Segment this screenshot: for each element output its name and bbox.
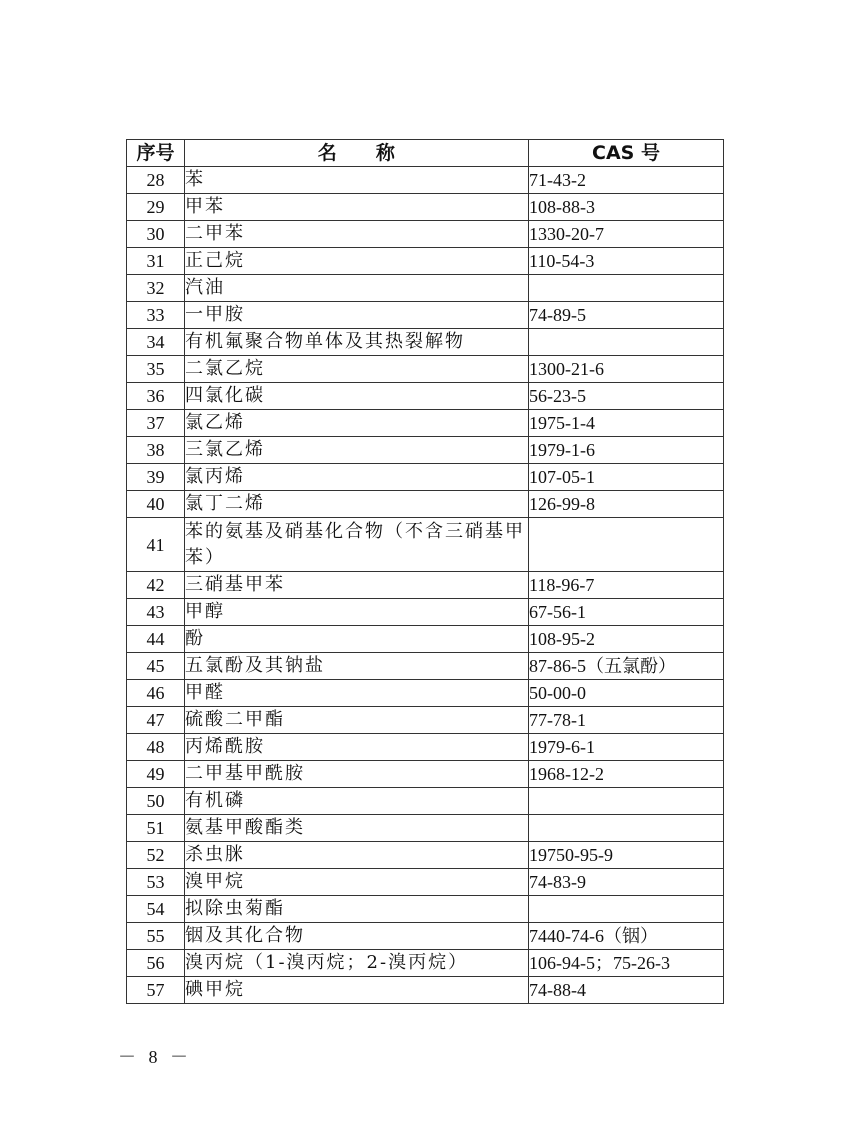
table-row [127,680,724,707]
cell-serial-number: 30 [127,221,185,248]
cell-serial-number: 57 [127,977,185,1004]
cell-chemical-name: 硫酸二甲酯 [185,707,529,734]
cell-chemical-name: 丙烯酰胺 [185,734,529,761]
cell-cas-number: 1968-12-2 [529,761,724,788]
table-row [127,599,724,626]
cell-cas-number [529,329,724,356]
table-row [127,761,724,788]
cell-chemical-name: 四氯化碳 [185,383,529,410]
table-row [127,815,724,842]
cell-serial-number: 51 [127,815,185,842]
table-row [127,896,724,923]
cell-chemical-name: 三硝基甲苯 [185,572,529,599]
cell-cas-number: 1330-20-7 [529,221,724,248]
cell-serial-number: 33 [127,302,185,329]
cell-chemical-name: 甲苯 [185,194,529,221]
cell-cas-number: 108-88-3 [529,194,724,221]
cell-serial-number: 29 [127,194,185,221]
table-row [127,491,724,518]
cell-chemical-name: 二甲苯 [185,221,529,248]
cell-serial-number: 49 [127,761,185,788]
cell-chemical-name: 五氯酚及其钠盐 [185,653,529,680]
table-row [127,194,724,221]
cell-chemical-name: 铟及其化合物 [185,923,529,950]
cell-chemical-name: 有机氟聚合物单体及其热裂解物 [185,329,529,356]
cell-serial-number: 55 [127,923,185,950]
cell-cas-number [529,518,724,572]
cell-cas-number: 126-99-8 [529,491,724,518]
table-row [127,437,724,464]
cell-serial-number: 34 [127,329,185,356]
cell-serial-number: 28 [127,167,185,194]
table-row [127,329,724,356]
cell-cas-number: 107-05-1 [529,464,724,491]
cell-chemical-name: 苯的氨基及硝基化合物（不含三硝基甲苯） [185,518,529,572]
cell-chemical-name: 二氯乙烷 [185,356,529,383]
cell-serial-number: 40 [127,491,185,518]
table-row [127,518,724,572]
table-row [127,734,724,761]
table-row [127,167,724,194]
table-row [127,653,724,680]
cell-cas-number: 7440-74-6（铟） [529,923,724,950]
table-row [127,626,724,653]
cell-chemical-name: 氯乙烯 [185,410,529,437]
chemical-table [126,139,724,1004]
cell-chemical-name: 有机磷 [185,788,529,815]
cell-cas-number: 1975-1-4 [529,410,724,437]
table-row [127,464,724,491]
cell-chemical-name: 溴甲烷 [185,869,529,896]
table-row [127,788,724,815]
table-row [127,410,724,437]
cell-serial-number: 37 [127,410,185,437]
cell-chemical-name: 溴丙烷（1-溴丙烷；2-溴丙烷） [185,950,529,977]
table-row [127,977,724,1004]
table-row [127,950,724,977]
cell-serial-number: 56 [127,950,185,977]
header-cas-number: CAS 号 [529,140,724,167]
cell-serial-number: 38 [127,437,185,464]
cell-serial-number: 48 [127,734,185,761]
header-serial-number: 序号 [127,140,185,167]
cell-serial-number: 36 [127,383,185,410]
cell-cas-number: 1979-1-6 [529,437,724,464]
cell-serial-number: 42 [127,572,185,599]
cell-cas-number: 106-94-5；75-26-3 [529,950,724,977]
cell-cas-number: 74-88-4 [529,977,724,1004]
table-header-row [127,140,724,167]
cell-chemical-name: 碘甲烷 [185,977,529,1004]
cell-serial-number: 50 [127,788,185,815]
cell-serial-number: 43 [127,599,185,626]
cell-serial-number: 45 [127,653,185,680]
cell-cas-number: 71-43-2 [529,167,724,194]
cell-serial-number: 44 [127,626,185,653]
cell-serial-number: 39 [127,464,185,491]
table-row [127,275,724,302]
table-row [127,302,724,329]
cell-chemical-name: 氯丙烯 [185,464,529,491]
cell-chemical-name: 正己烷 [185,248,529,275]
cell-serial-number: 31 [127,248,185,275]
cell-chemical-name: 汽油 [185,275,529,302]
page-number: － 8 － [118,1047,192,1067]
cell-cas-number: 1979-6-1 [529,734,724,761]
cell-cas-number [529,896,724,923]
table-row [127,356,724,383]
cell-chemical-name: 甲醇 [185,599,529,626]
table-row [127,383,724,410]
cell-chemical-name: 三氯乙烯 [185,437,529,464]
cell-chemical-name: 氯丁二烯 [185,491,529,518]
table-row [127,707,724,734]
cell-chemical-name: 甲醛 [185,680,529,707]
cell-cas-number [529,788,724,815]
cell-cas-number: 1300-21-6 [529,356,724,383]
cell-cas-number [529,815,724,842]
cell-chemical-name: 拟除虫菊酯 [185,896,529,923]
cell-cas-number: 74-89-5 [529,302,724,329]
cell-cas-number: 19750-95-9 [529,842,724,869]
cell-cas-number: 67-56-1 [529,599,724,626]
cell-cas-number: 74-83-9 [529,869,724,896]
cell-cas-number: 50-00-0 [529,680,724,707]
table-row [127,572,724,599]
cell-cas-number [529,275,724,302]
cell-serial-number: 47 [127,707,185,734]
table-row [127,248,724,275]
cell-chemical-name: 酚 [185,626,529,653]
cell-serial-number: 52 [127,842,185,869]
cell-serial-number: 54 [127,896,185,923]
cell-chemical-name: 二甲基甲酰胺 [185,761,529,788]
cell-cas-number: 56-23-5 [529,383,724,410]
table-body [127,167,724,1004]
cell-chemical-name: 苯 [185,167,529,194]
cell-serial-number: 53 [127,869,185,896]
cell-cas-number: 110-54-3 [529,248,724,275]
cell-cas-number: 108-95-2 [529,626,724,653]
table-row [127,221,724,248]
cell-serial-number: 32 [127,275,185,302]
cell-chemical-name: 杀虫脒 [185,842,529,869]
cell-chemical-name: 一甲胺 [185,302,529,329]
table-row [127,842,724,869]
cell-serial-number: 46 [127,680,185,707]
header-name: 名 称 [185,140,529,167]
table-row [127,869,724,896]
cell-chemical-name: 氨基甲酸酯类 [185,815,529,842]
cell-serial-number: 35 [127,356,185,383]
table-row [127,923,724,950]
cell-cas-number: 118-96-7 [529,572,724,599]
cell-cas-number: 87-86-5（五氯酚） [529,653,724,680]
cell-serial-number: 41 [127,518,185,572]
cell-cas-number: 77-78-1 [529,707,724,734]
